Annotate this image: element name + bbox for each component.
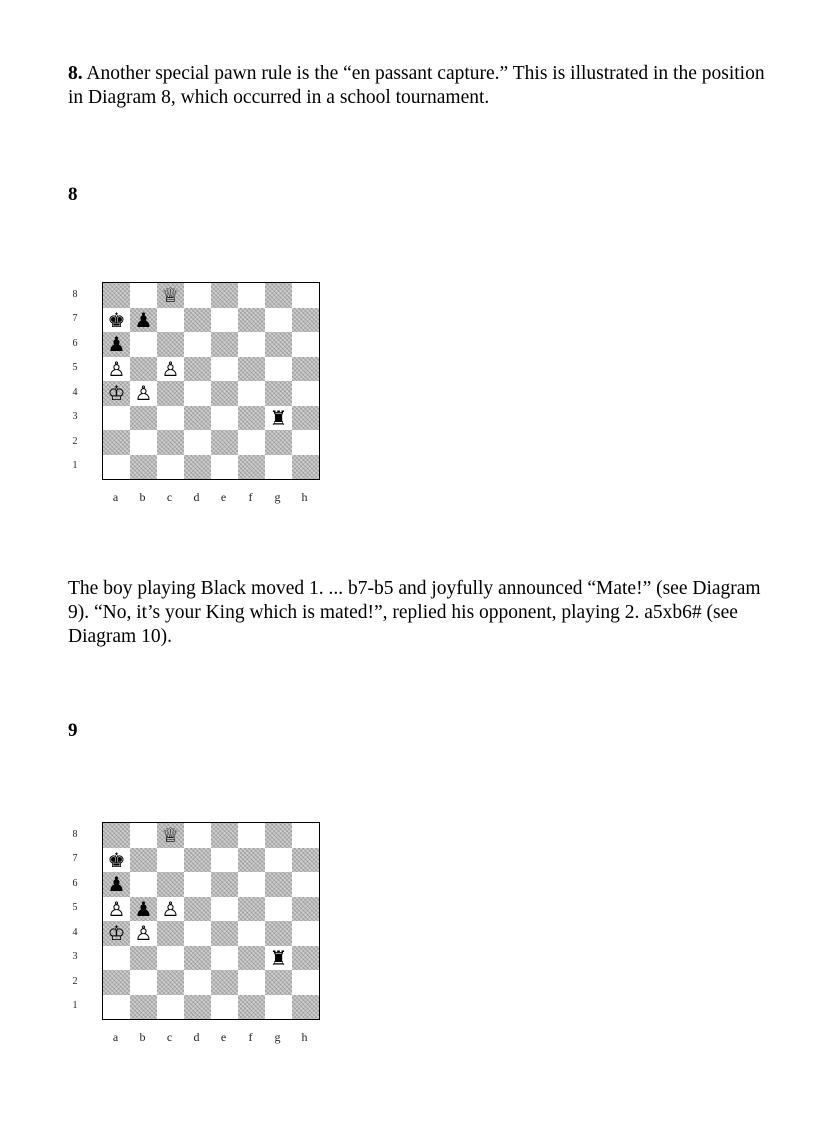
square-d1	[184, 455, 211, 480]
square-c8	[157, 823, 184, 848]
square-c2	[157, 430, 184, 455]
square-a6	[103, 332, 130, 357]
square-d5	[184, 897, 211, 922]
square-e5	[211, 897, 238, 922]
square-d4	[184, 381, 211, 406]
square-c5	[157, 897, 184, 922]
white-pawn-icon: ♙	[107, 356, 126, 381]
square-b8	[130, 823, 157, 848]
square-b3	[130, 406, 157, 431]
square-g8	[265, 823, 292, 848]
square-g5	[265, 357, 292, 382]
square-e3	[211, 406, 238, 431]
square-c1	[157, 455, 184, 480]
square-e7	[211, 848, 238, 873]
file-label-a: a	[112, 490, 119, 504]
rank-label-2: 2	[72, 435, 78, 447]
square-g5	[265, 897, 292, 922]
square-f1	[238, 995, 265, 1020]
square-c7	[157, 848, 184, 873]
square-c6	[157, 332, 184, 357]
square-g1	[265, 995, 292, 1020]
black-rook-icon: ♜	[269, 405, 288, 430]
square-g1	[265, 455, 292, 480]
square-d8	[184, 283, 211, 308]
file-labels	[102, 1030, 318, 1045]
rank-label-6: 6	[72, 337, 78, 349]
file-label-a: a	[112, 1030, 119, 1044]
file-label-g: g	[274, 490, 281, 504]
file-label-d: d	[193, 490, 200, 504]
square-f7	[238, 308, 265, 333]
rank-label-1: 1	[72, 1000, 78, 1012]
square-a7	[103, 308, 130, 333]
square-g2	[265, 430, 292, 455]
square-d7	[184, 308, 211, 333]
section-number: 8.	[68, 63, 83, 84]
square-h5	[292, 897, 319, 922]
rank-labels	[69, 282, 81, 478]
square-h1	[292, 455, 319, 480]
narrative-paragraph: The boy playing Black moved 1. ... b7-b5 and joyfully announced “Mate!” (see Diagram 9). “No, it’s your King which is mated!”, replied his opponent, playing 2. a5xb6# (see Diagram 10).	[68, 578, 761, 647]
rank-label-4: 4	[72, 386, 78, 398]
square-g7	[265, 308, 292, 333]
square-a2	[103, 430, 130, 455]
square-h5	[292, 357, 319, 382]
rank-label-8: 8	[72, 828, 78, 840]
square-a1	[103, 995, 130, 1020]
square-g4	[265, 921, 292, 946]
square-e6	[211, 332, 238, 357]
black-pawn-icon: ♟	[134, 307, 153, 332]
square-c1	[157, 995, 184, 1020]
rank-label-1: 1	[72, 460, 78, 472]
black-pawn-icon: ♟	[107, 872, 126, 897]
rank-label-4: 4	[72, 926, 78, 938]
square-c6	[157, 872, 184, 897]
rank-label-7: 7	[72, 853, 78, 865]
square-b5	[130, 897, 157, 922]
square-b1	[130, 455, 157, 480]
rank-label-8: 8	[72, 288, 78, 300]
square-c5	[157, 357, 184, 382]
square-e1	[211, 455, 238, 480]
file-label-c: c	[166, 490, 173, 504]
white-pawn-icon: ♙	[161, 896, 180, 921]
square-f8	[238, 283, 265, 308]
white-queen-icon: ♕	[161, 823, 180, 848]
square-a4	[103, 921, 130, 946]
square-f2	[238, 430, 265, 455]
square-g7	[265, 848, 292, 873]
square-f8	[238, 823, 265, 848]
square-f7	[238, 848, 265, 873]
rank-label-5: 5	[72, 362, 78, 374]
square-a8	[103, 823, 130, 848]
square-e8	[211, 823, 238, 848]
square-f6	[238, 332, 265, 357]
square-b1	[130, 995, 157, 1020]
file-label-g: g	[274, 1030, 281, 1044]
white-pawn-icon: ♙	[161, 356, 180, 381]
square-h3	[292, 946, 319, 971]
square-e4	[211, 921, 238, 946]
square-h2	[292, 430, 319, 455]
square-f1	[238, 455, 265, 480]
rank-label-2: 2	[72, 975, 78, 987]
file-label-c: c	[166, 1030, 173, 1044]
file-label-b: b	[139, 490, 146, 504]
square-h8	[292, 283, 319, 308]
square-g6	[265, 332, 292, 357]
square-h6	[292, 872, 319, 897]
rank-label-6: 6	[72, 877, 78, 889]
square-b2	[130, 970, 157, 995]
square-e6	[211, 872, 238, 897]
square-a8	[103, 283, 130, 308]
file-label-h: h	[301, 490, 308, 504]
rank-label-5: 5	[72, 902, 78, 914]
black-rook-icon: ♜	[269, 945, 288, 970]
square-d4	[184, 921, 211, 946]
rank-labels	[69, 822, 81, 1018]
square-a7	[103, 848, 130, 873]
file-label-b: b	[139, 1030, 146, 1044]
square-h3	[292, 406, 319, 431]
square-f6	[238, 872, 265, 897]
file-label-h: h	[301, 1030, 308, 1044]
square-a1	[103, 455, 130, 480]
square-c2	[157, 970, 184, 995]
square-b7	[130, 848, 157, 873]
square-h8	[292, 823, 319, 848]
square-h1	[292, 995, 319, 1020]
square-d8	[184, 823, 211, 848]
square-d3	[184, 946, 211, 971]
square-b7	[130, 308, 157, 333]
square-e1	[211, 995, 238, 1020]
square-c7	[157, 308, 184, 333]
white-king-icon: ♔	[107, 381, 126, 406]
square-b6	[130, 332, 157, 357]
square-b8	[130, 283, 157, 308]
square-d2	[184, 430, 211, 455]
intro-text: Another special pawn rule is the “en passant capture.” This is illustrated in the position in Diagram 8, which occurred in a school tournament.	[68, 63, 765, 108]
square-d1	[184, 995, 211, 1020]
square-b3	[130, 946, 157, 971]
square-a3	[103, 406, 130, 431]
rank-label-3: 3	[72, 951, 78, 963]
square-c4	[157, 921, 184, 946]
square-d6	[184, 332, 211, 357]
rank-label-3: 3	[72, 411, 78, 423]
square-e8	[211, 283, 238, 308]
diagram-8	[60, 282, 330, 512]
square-h4	[292, 381, 319, 406]
square-b6	[130, 872, 157, 897]
square-a2	[103, 970, 130, 995]
square-b4	[130, 921, 157, 946]
square-e4	[211, 381, 238, 406]
square-b2	[130, 430, 157, 455]
file-labels	[102, 490, 318, 505]
square-c4	[157, 381, 184, 406]
white-pawn-icon: ♙	[107, 896, 126, 921]
square-e5	[211, 357, 238, 382]
chessboard	[102, 282, 320, 480]
file-label-e: e	[220, 490, 227, 504]
square-f2	[238, 970, 265, 995]
square-g2	[265, 970, 292, 995]
square-d3	[184, 406, 211, 431]
square-g8	[265, 283, 292, 308]
diagram-9-label: 9	[68, 720, 78, 741]
square-d6	[184, 872, 211, 897]
intro-paragraph	[68, 62, 768, 110]
rank-label-7: 7	[72, 313, 78, 325]
square-f4	[238, 381, 265, 406]
black-king-icon: ♚	[107, 847, 126, 872]
square-f3	[238, 946, 265, 971]
black-pawn-icon: ♟	[107, 332, 126, 357]
square-a6	[103, 872, 130, 897]
square-h4	[292, 921, 319, 946]
square-h2	[292, 970, 319, 995]
square-c3	[157, 946, 184, 971]
square-h6	[292, 332, 319, 357]
square-f3	[238, 406, 265, 431]
white-pawn-icon: ♙	[134, 381, 153, 406]
square-c8	[157, 283, 184, 308]
black-king-icon: ♚	[107, 307, 126, 332]
square-f5	[238, 897, 265, 922]
square-e2	[211, 970, 238, 995]
square-g3	[265, 406, 292, 431]
square-b4	[130, 381, 157, 406]
black-pawn-icon: ♟	[134, 896, 153, 921]
square-d7	[184, 848, 211, 873]
square-g4	[265, 381, 292, 406]
square-d2	[184, 970, 211, 995]
square-f4	[238, 921, 265, 946]
square-a5	[103, 897, 130, 922]
file-label-f: f	[248, 1030, 253, 1044]
white-king-icon: ♔	[107, 921, 126, 946]
square-a4	[103, 381, 130, 406]
square-f5	[238, 357, 265, 382]
square-e3	[211, 946, 238, 971]
square-g3	[265, 946, 292, 971]
chessboard	[102, 822, 320, 1020]
square-d5	[184, 357, 211, 382]
square-a5	[103, 357, 130, 382]
diagram-8-label: 8	[68, 184, 78, 205]
white-queen-icon: ♕	[161, 283, 180, 308]
file-label-d: d	[193, 1030, 200, 1044]
square-h7	[292, 848, 319, 873]
square-e7	[211, 308, 238, 333]
square-a3	[103, 946, 130, 971]
file-label-e: e	[220, 1030, 227, 1044]
diagram-9	[60, 822, 330, 1052]
white-pawn-icon: ♙	[134, 921, 153, 946]
square-h7	[292, 308, 319, 333]
square-e2	[211, 430, 238, 455]
square-g6	[265, 872, 292, 897]
square-c3	[157, 406, 184, 431]
square-b5	[130, 357, 157, 382]
file-label-f: f	[248, 490, 253, 504]
